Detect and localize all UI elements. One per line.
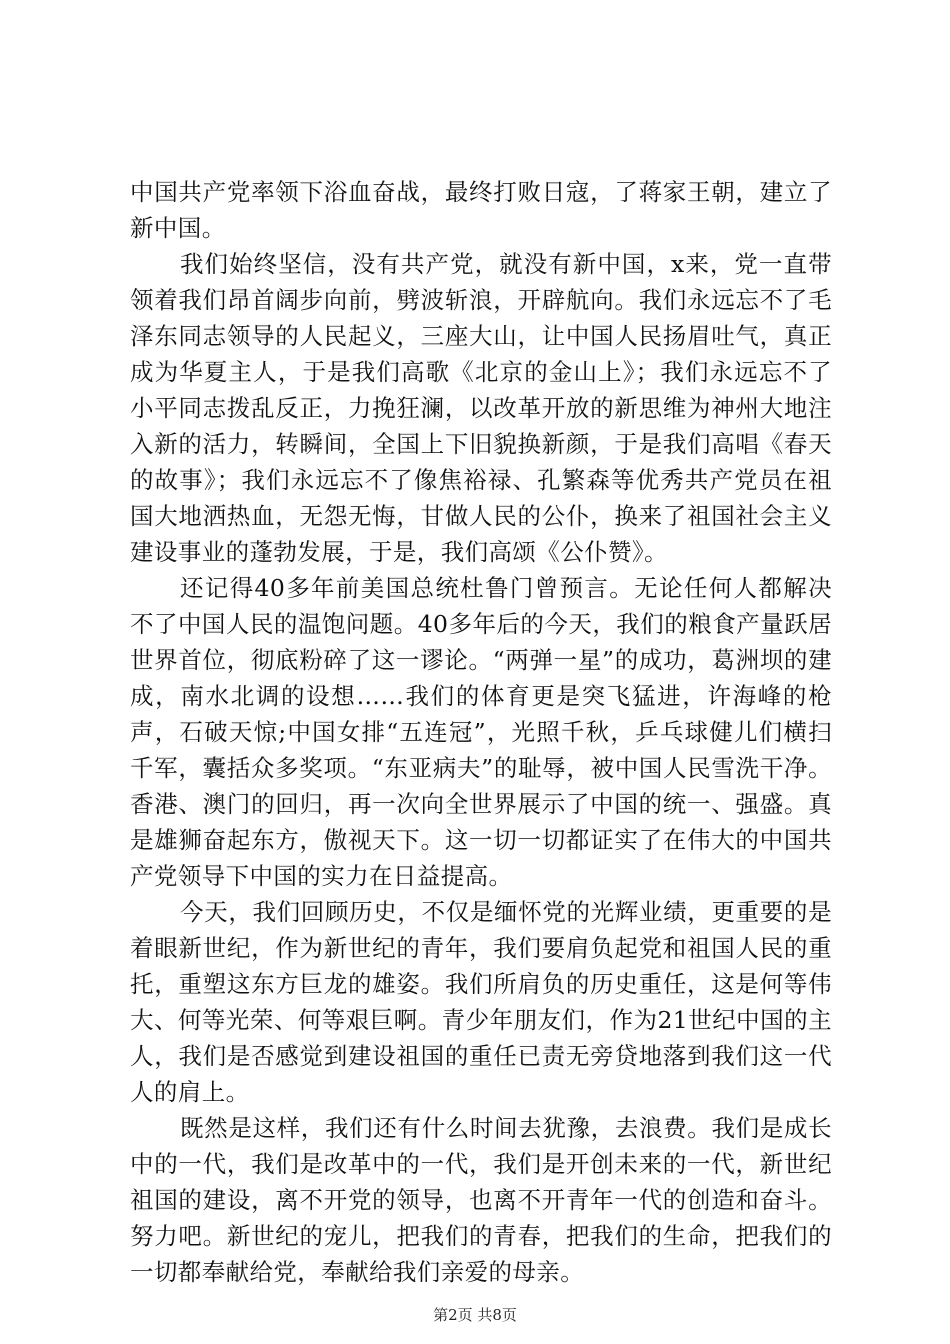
paragraph-4: 今天，我们回顾历史，不仅是缅怀党的光辉业绩，更重要的是着眼新世纪，作为新世纪的青年，我们要肩负起党和祖国人民的重托，重塑这东方巨龙的雄姿。我们所肩负的历史重任，这是何等伟大、何等光荣、何等艰巨啊。青少年朋友们，作为21世纪中国的主人，我们是否感觉到建设祖国的重任已责无旁贷地落到我们这一代人的肩上。 bbox=[130, 898, 832, 1106]
page-number-footer: 第2页 共8页 bbox=[433, 1306, 517, 1324]
paragraph-2: 我们始终坚信，没有共产党，就没有新中国，x来，党一直带领着我们昂首阔步向前，劈波斩浪，开辟航向。我们永远忘不了毛泽东同志领导的人民起义，三座大山，让中国人民扬眉吐气，真正成为华夏主人，于是我们高歌《北京的金山上》；我们永远忘不了小平同志拨乱反正，力挽狂澜，以改革开放的新思维为神州大地注入新的活力，转瞬间，全国上下旧貌换新颜，于是我们高唱《春天的故事》；我们永远忘不了像焦裕禄、孔繁森等优秀共产党员在祖国大地洒热血，无怨无悔，甘做人民的公仆，换来了祖国社会主义建设事业的蓬勃发展，于是，我们高颂《公仆赞》。 bbox=[130, 250, 832, 566]
document-body bbox=[130, 174, 832, 1290]
paragraph-3: 还记得40多年前美国总统杜鲁门曾预言。无论任何人都解决不了中国人民的温饱问题。40多年后的今天，我们的粮食产量跃居世界首位，彻底粉碎了这一谬论。“两弹一星”的成功，葛洲坝的建成，南水北调的设想……我们的体育更是突飞猛进，许海峰的枪声，石破天惊;中国女排“五连冠”，光照千秋，乒乓球健儿们横扫千军，囊括众多奖项。“东亚病夫”的耻辱，被中国人民雪洗干净。香港、澳门的回归，再一次向全世界展示了中国的统一、强盛。真是雄狮奋起东方，傲视天下。这一切一切都证实了在伟大的中国共产党领导下中国的实力在日益提高。 bbox=[130, 574, 832, 890]
paragraph-1: 中国共产党率领下浴血奋战，最终打败日寇，了蒋家王朝，建立了新中国。 bbox=[130, 178, 832, 242]
paragraph-5: 既然是这样，我们还有什么时间去犹豫，去浪费。我们是成长中的一代，我们是改革中的一代，我们是开创未来的一代，新世纪祖国的建设，离不开党的领导，也离不开青年一代的创造和奋斗。努力吧。新世纪的宠儿，把我们的青春，把我们的生命，把我们的一切都奉献给党，奉献给我们亲爱的母亲。 bbox=[130, 1114, 832, 1286]
